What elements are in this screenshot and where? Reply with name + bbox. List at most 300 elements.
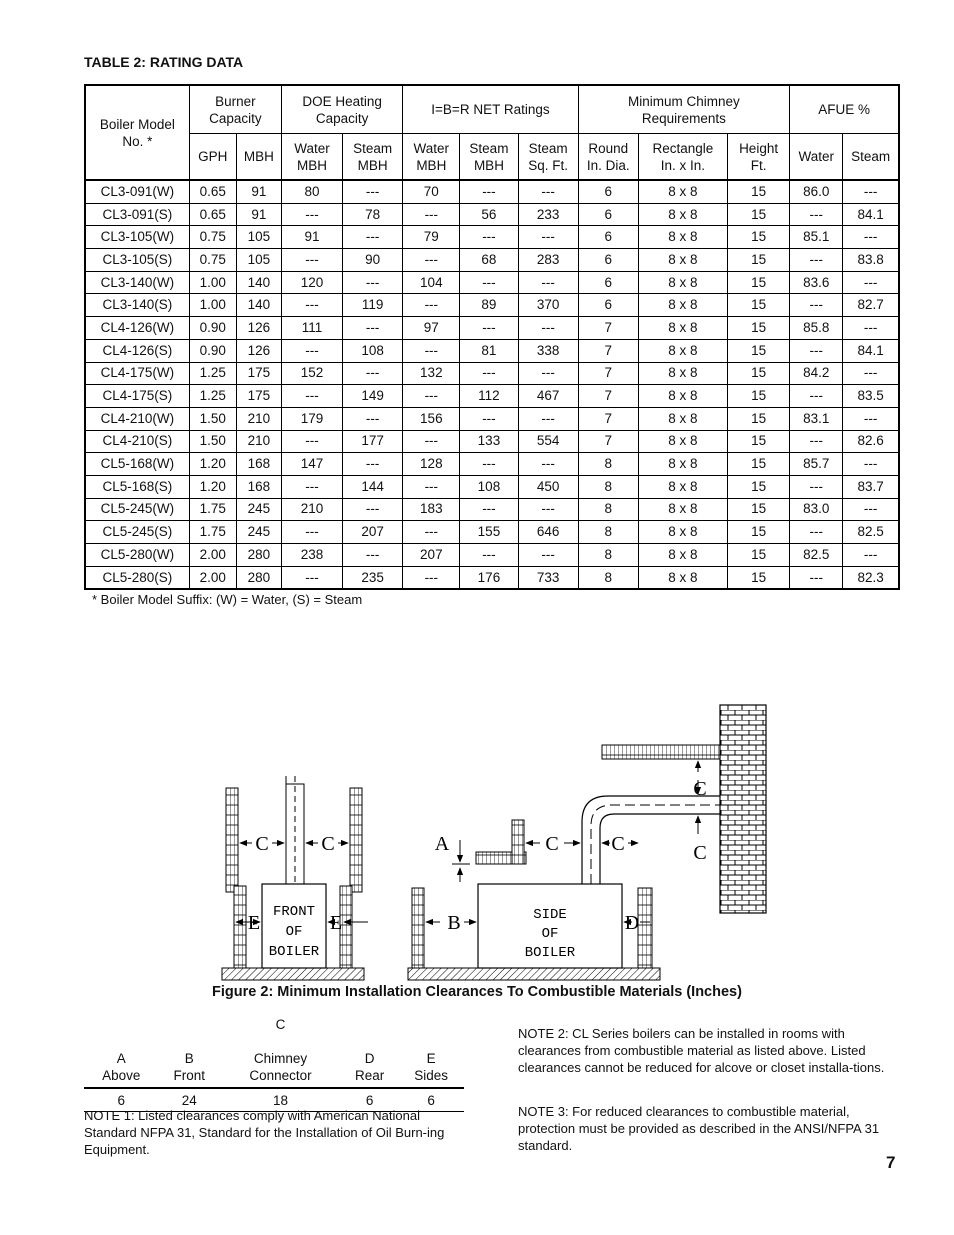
table-cell: --- — [281, 521, 342, 544]
table-cell: --- — [460, 317, 518, 340]
header-afue-steam: Steam — [843, 134, 899, 181]
table-row — [85, 317, 899, 340]
table-cell: 183 — [403, 498, 460, 521]
table-cell: 15 — [728, 453, 790, 476]
header-burner-capacity: Burner Capacity — [189, 85, 281, 134]
table-cell: --- — [403, 339, 460, 362]
table-cell: 8 x 8 — [638, 430, 727, 453]
table-cell: 15 — [728, 317, 790, 340]
table-row — [85, 226, 899, 249]
table-cell: 90 — [343, 249, 403, 272]
table-cell: CL4-175(S) — [85, 385, 189, 408]
table-cell: 7 — [578, 385, 638, 408]
table-cell: 1.50 — [189, 430, 236, 453]
table-cell: --- — [281, 430, 342, 453]
table-cell: --- — [403, 203, 460, 226]
table-cell: CL5-280(S) — [85, 566, 189, 589]
table-cell: 7 — [578, 362, 638, 385]
table-cell: 8 x 8 — [638, 521, 727, 544]
table-cell: --- — [843, 453, 899, 476]
table-cell: 8 x 8 — [638, 249, 727, 272]
table-cell: --- — [518, 271, 578, 294]
table-cell: --- — [790, 430, 843, 453]
table-cell: 175 — [236, 385, 281, 408]
table-cell: 56 — [460, 203, 518, 226]
side-c-left: C — [545, 833, 559, 855]
table-cell: --- — [843, 226, 899, 249]
note-2: NOTE 2: CL Series boilers can be installed in rooms with clearances from combustible material as listed above. Listed clearances cannot be reduced for alcove or closet installa-tions. — [518, 1026, 885, 1075]
table-cell: 15 — [728, 180, 790, 203]
table-row — [85, 475, 899, 498]
table-cell: --- — [518, 226, 578, 249]
table-cell: CL4-210(W) — [85, 407, 189, 430]
side-c-right: C — [611, 833, 625, 855]
front-e-left: E — [247, 912, 261, 934]
table-cell: 8 x 8 — [638, 566, 727, 589]
table-cell: 0.65 — [189, 203, 236, 226]
table-cell: --- — [460, 362, 518, 385]
table-row — [85, 294, 899, 317]
table-cell: 6 — [578, 203, 638, 226]
header-chimney: Minimum Chimney Requirements — [578, 85, 790, 134]
rating-data-table — [84, 84, 900, 590]
table-cell: --- — [281, 249, 342, 272]
side-c-top: C — [693, 778, 707, 800]
table-cell: 15 — [728, 362, 790, 385]
table-cell: 155 — [460, 521, 518, 544]
table-cell: 7 — [578, 317, 638, 340]
table-cell: --- — [343, 407, 403, 430]
table-cell: --- — [460, 407, 518, 430]
table-cell: 8 x 8 — [638, 498, 727, 521]
table-cell: 238 — [281, 544, 342, 567]
side-d-label: D — [624, 912, 640, 934]
table-cell: --- — [343, 544, 403, 567]
table-cell: --- — [518, 362, 578, 385]
table-cell: 8 x 8 — [638, 362, 727, 385]
chimney-brick-wall — [720, 705, 766, 913]
table-cell: 207 — [343, 521, 403, 544]
table-cell: 80 — [281, 180, 342, 203]
table-cell: --- — [790, 521, 843, 544]
table-cell: 140 — [236, 294, 281, 317]
side-view — [412, 705, 766, 968]
clearance-figure — [214, 700, 770, 982]
table-cell: --- — [518, 180, 578, 203]
table-cell: 149 — [343, 385, 403, 408]
table-cell: 8 x 8 — [638, 544, 727, 567]
table-cell: CL4-126(W) — [85, 317, 189, 340]
table-cell: 8 x 8 — [638, 294, 727, 317]
table-cell: --- — [403, 430, 460, 453]
table-cell: 245 — [236, 498, 281, 521]
table-cell: 210 — [281, 498, 342, 521]
table-cell: --- — [790, 566, 843, 589]
table-cell: --- — [403, 249, 460, 272]
table-cell: 144 — [343, 475, 403, 498]
table-row — [85, 453, 899, 476]
table-cell: 83.0 — [790, 498, 843, 521]
table-cell: 338 — [518, 339, 578, 362]
table-cell: 6 — [578, 180, 638, 203]
table-cell: 105 — [236, 226, 281, 249]
table-cell: 6 — [578, 294, 638, 317]
table-cell: --- — [843, 271, 899, 294]
clear-value-b: 24 — [159, 1088, 220, 1112]
table-cell: --- — [460, 498, 518, 521]
header-afue-water: Water — [790, 134, 843, 181]
table-cell: 140 — [236, 271, 281, 294]
clear-value-d: 6 — [341, 1088, 398, 1112]
table-cell: 0.90 — [189, 339, 236, 362]
table-cell: 179 — [281, 407, 342, 430]
table-cell: 78 — [343, 203, 403, 226]
table-cell: --- — [281, 385, 342, 408]
table-cell: 15 — [728, 407, 790, 430]
front-left-wall-upper — [226, 788, 238, 892]
header-ibr-sqft: Steam Sq. Ft. — [518, 134, 578, 181]
table-cell: 168 — [236, 453, 281, 476]
table-cell: --- — [460, 226, 518, 249]
table-cell: 15 — [728, 271, 790, 294]
table-cell: 15 — [728, 249, 790, 272]
table-cell: 105 — [236, 249, 281, 272]
table-cell: 176 — [460, 566, 518, 589]
table-cell: 91 — [281, 226, 342, 249]
header-round: Round In. Dia. — [578, 134, 638, 181]
table-cell: 1.25 — [189, 362, 236, 385]
table-cell: 15 — [728, 226, 790, 249]
table-cell: 6 — [578, 226, 638, 249]
table-cell: 81 — [460, 339, 518, 362]
clear-value-c: 18 — [220, 1088, 341, 1112]
side-label-line2: OF — [541, 926, 559, 942]
table-cell: 280 — [236, 566, 281, 589]
header-doe-steam: Steam MBH — [343, 134, 403, 181]
table-cell: 8 x 8 — [638, 203, 727, 226]
table-cell: 119 — [343, 294, 403, 317]
table-cell: 108 — [343, 339, 403, 362]
table-cell: --- — [403, 475, 460, 498]
figure-caption: Figure 2: Minimum Installation Clearances To Combustible Materials (Inches) — [212, 984, 742, 1000]
table-cell: --- — [281, 203, 342, 226]
header-rectangle: Rectangle In. x In. — [638, 134, 727, 181]
table-cell: 85.7 — [790, 453, 843, 476]
table-cell: 8 — [578, 498, 638, 521]
table-cell: 91 — [236, 203, 281, 226]
table-row — [85, 385, 899, 408]
table-cell: CL3-091(W) — [85, 180, 189, 203]
table-cell: --- — [790, 203, 843, 226]
clear-header-d: D Rear — [341, 1016, 398, 1088]
side-c-bottom: C — [693, 842, 707, 864]
table-cell: 104 — [403, 271, 460, 294]
table-cell: 8 x 8 — [638, 317, 727, 340]
table-cell: 210 — [236, 430, 281, 453]
table-cell: 128 — [403, 453, 460, 476]
table-cell: 15 — [728, 430, 790, 453]
table-cell: 126 — [236, 317, 281, 340]
table-cell: 235 — [343, 566, 403, 589]
table-cell: 97 — [403, 317, 460, 340]
table-cell: 152 — [281, 362, 342, 385]
table-cell: --- — [518, 317, 578, 340]
side-label-line1: SIDE — [533, 907, 567, 923]
clear-header-b: B Front — [159, 1016, 220, 1088]
table-cell: 175 — [236, 362, 281, 385]
table-cell: --- — [518, 453, 578, 476]
table-cell: 8 x 8 — [638, 339, 727, 362]
table-cell: 112 — [460, 385, 518, 408]
table-cell: --- — [403, 385, 460, 408]
table-cell: 207 — [403, 544, 460, 567]
table-cell: --- — [460, 271, 518, 294]
header-gph: GPH — [189, 134, 236, 181]
table-cell: --- — [403, 566, 460, 589]
table-cell: 132 — [403, 362, 460, 385]
table-cell: 82.6 — [843, 430, 899, 453]
table-cell: 84.2 — [790, 362, 843, 385]
table-cell: 1.75 — [189, 521, 236, 544]
table-cell: 108 — [460, 475, 518, 498]
table-cell: 8 x 8 — [638, 180, 727, 203]
table-cell: 554 — [518, 430, 578, 453]
page-number: 7 — [886, 1153, 896, 1172]
flue-connector — [582, 796, 720, 884]
table-cell: --- — [281, 566, 342, 589]
header-ibr-water: Water MBH — [403, 134, 460, 181]
table-cell: 84.1 — [843, 203, 899, 226]
clear-header-e: E Sides — [398, 1016, 464, 1088]
table-cell: 8 — [578, 475, 638, 498]
table-row — [85, 362, 899, 385]
table-cell: --- — [518, 407, 578, 430]
side-b-label: B — [447, 912, 461, 934]
side-front-wall — [412, 888, 424, 968]
front-label-line3: BOILER — [268, 944, 320, 960]
table-cell: --- — [790, 294, 843, 317]
table-cell: 70 — [403, 180, 460, 203]
table-cell: 8 x 8 — [638, 385, 727, 408]
model-suffix-note: * Boiler Model Suffix: (W) = Water, (S) = Steam — [92, 592, 363, 607]
table-cell: 0.90 — [189, 317, 236, 340]
table-cell: 450 — [518, 475, 578, 498]
table-cell: --- — [281, 339, 342, 362]
table-cell: 84.1 — [843, 339, 899, 362]
table-cell: 1.00 — [189, 271, 236, 294]
table-cell: CL3-105(S) — [85, 249, 189, 272]
table-cell: 6 — [578, 249, 638, 272]
table-cell: 0.75 — [189, 249, 236, 272]
table-cell: 210 — [236, 407, 281, 430]
table-cell: CL3-091(S) — [85, 203, 189, 226]
table-cell: --- — [343, 180, 403, 203]
table-cell: 120 — [281, 271, 342, 294]
table-row — [85, 407, 899, 430]
table-cell: 86.0 — [790, 180, 843, 203]
table-cell: 82.3 — [843, 566, 899, 589]
table-row — [85, 521, 899, 544]
table-cell: 168 — [236, 475, 281, 498]
table-cell: 8 x 8 — [638, 407, 727, 430]
table-cell: 15 — [728, 385, 790, 408]
table-cell: --- — [343, 498, 403, 521]
table-cell: CL5-280(W) — [85, 544, 189, 567]
header-mbh: MBH — [236, 134, 281, 181]
table-cell: 15 — [728, 475, 790, 498]
table-cell: 126 — [236, 339, 281, 362]
table-cell: 83.8 — [843, 249, 899, 272]
table-row — [85, 339, 899, 362]
table-cell: CL4-210(S) — [85, 430, 189, 453]
table-cell: 85.1 — [790, 226, 843, 249]
table-cell: 2.00 — [189, 544, 236, 567]
table-cell: 233 — [518, 203, 578, 226]
table-cell: 177 — [343, 430, 403, 453]
table-cell: --- — [343, 453, 403, 476]
side-hanging-wall — [512, 820, 524, 864]
table-cell: --- — [843, 362, 899, 385]
front-c-left: C — [255, 833, 269, 855]
table-cell: 7 — [578, 339, 638, 362]
table-row — [85, 203, 899, 226]
table-row — [85, 180, 899, 203]
table-cell: 133 — [460, 430, 518, 453]
table-cell: 15 — [728, 521, 790, 544]
table-cell: 147 — [281, 453, 342, 476]
table-cell: --- — [403, 521, 460, 544]
table-cell: CL3-140(W) — [85, 271, 189, 294]
table-cell: 111 — [281, 317, 342, 340]
front-label-line2: OF — [285, 924, 303, 940]
table-cell: 8 x 8 — [638, 475, 727, 498]
header-doe-water: Water MBH — [281, 134, 342, 181]
table-cell: 1.20 — [189, 453, 236, 476]
table-cell: 68 — [460, 249, 518, 272]
table-cell: --- — [790, 339, 843, 362]
side-ceiling — [602, 745, 720, 759]
table-cell: --- — [790, 385, 843, 408]
note-1: NOTE 1: Listed clearances comply with American National Standard NFPA 31, Standard for the Installation of Oil Burn-ing Equipment. — [84, 1108, 445, 1157]
table-cell: 89 — [460, 294, 518, 317]
table-row — [85, 498, 899, 521]
table-cell: 83.6 — [790, 271, 843, 294]
table-cell: 646 — [518, 521, 578, 544]
header-ibr-ratings: I=B=R NET Ratings — [403, 85, 578, 134]
table-cell: --- — [843, 498, 899, 521]
table-cell: 83.7 — [843, 475, 899, 498]
table-cell: 7 — [578, 407, 638, 430]
clearance-table — [84, 1016, 464, 1112]
floor-side — [408, 968, 660, 980]
table-row — [85, 566, 899, 589]
table-cell: CL4-175(W) — [85, 362, 189, 385]
table-cell: 8 — [578, 544, 638, 567]
table-row — [85, 249, 899, 272]
table-cell: 0.65 — [189, 180, 236, 203]
table-cell: 733 — [518, 566, 578, 589]
side-label-line3: BOILER — [524, 945, 576, 961]
table-cell: 2.00 — [189, 566, 236, 589]
front-e-right: E — [329, 912, 343, 934]
table-cell: --- — [343, 226, 403, 249]
table-cell: 8 — [578, 521, 638, 544]
table-cell: 82.7 — [843, 294, 899, 317]
table-cell: 280 — [236, 544, 281, 567]
table-row — [85, 544, 899, 567]
table-cell: --- — [843, 180, 899, 203]
floor-front — [222, 968, 364, 980]
table-cell: 283 — [518, 249, 578, 272]
table-cell: --- — [343, 317, 403, 340]
table-cell: 7 — [578, 430, 638, 453]
front-right-wall-upper — [350, 788, 362, 892]
table-cell: 15 — [728, 339, 790, 362]
table-cell: 91 — [236, 180, 281, 203]
table-cell: 15 — [728, 566, 790, 589]
table-cell: --- — [460, 544, 518, 567]
table-cell: --- — [518, 544, 578, 567]
table-cell: 8 — [578, 566, 638, 589]
table-cell: 85.8 — [790, 317, 843, 340]
header-ibr-steam: Steam MBH — [460, 134, 518, 181]
table-cell: 1.50 — [189, 407, 236, 430]
front-view — [226, 776, 368, 968]
note-3: NOTE 3: For reduced clearances to combustible material, protection must be provided as described in the ANSI/NFPA 31 standard. — [518, 1104, 880, 1153]
side-a-label: A — [434, 833, 450, 855]
table-cell: 15 — [728, 203, 790, 226]
table-cell: --- — [460, 180, 518, 203]
table-title: TABLE 2: RATING DATA — [84, 54, 244, 70]
front-left-wall-lower — [234, 886, 246, 968]
table-cell: --- — [790, 249, 843, 272]
table-cell: CL3-140(S) — [85, 294, 189, 317]
table-cell: 1.25 — [189, 385, 236, 408]
table-row — [85, 271, 899, 294]
table-cell: 8 x 8 — [638, 226, 727, 249]
table-cell: --- — [843, 407, 899, 430]
header-afue: AFUE % — [790, 85, 899, 134]
table-cell: CL4-126(S) — [85, 339, 189, 362]
table-cell: 0.75 — [189, 226, 236, 249]
side-rear-wall — [638, 888, 652, 968]
table-cell: CL3-105(W) — [85, 226, 189, 249]
front-label-line1: FRONT — [272, 904, 316, 920]
header-boiler-model: Boiler Model No. * — [85, 85, 189, 180]
table-cell: 6 — [578, 271, 638, 294]
table-cell: CL5-168(W) — [85, 453, 189, 476]
header-height: Height Ft. — [728, 134, 790, 181]
table-cell: --- — [790, 475, 843, 498]
table-cell: 1.75 — [189, 498, 236, 521]
front-c-right: C — [321, 833, 335, 855]
table-cell: 245 — [236, 521, 281, 544]
table-cell: --- — [281, 294, 342, 317]
header-doe-capacity: DOE Heating Capacity — [281, 85, 402, 134]
table-cell: 156 — [403, 407, 460, 430]
table-cell: --- — [343, 362, 403, 385]
table-cell: 15 — [728, 498, 790, 521]
table-cell: --- — [518, 498, 578, 521]
table-cell: 467 — [518, 385, 578, 408]
clear-header-c: C Chimney Connector — [220, 1016, 341, 1088]
table-cell: 8 — [578, 453, 638, 476]
clear-value-e: 6 — [398, 1088, 464, 1112]
table-cell: --- — [843, 544, 899, 567]
table-cell: 1.00 — [189, 294, 236, 317]
table-cell: --- — [343, 271, 403, 294]
table-cell: 83.5 — [843, 385, 899, 408]
